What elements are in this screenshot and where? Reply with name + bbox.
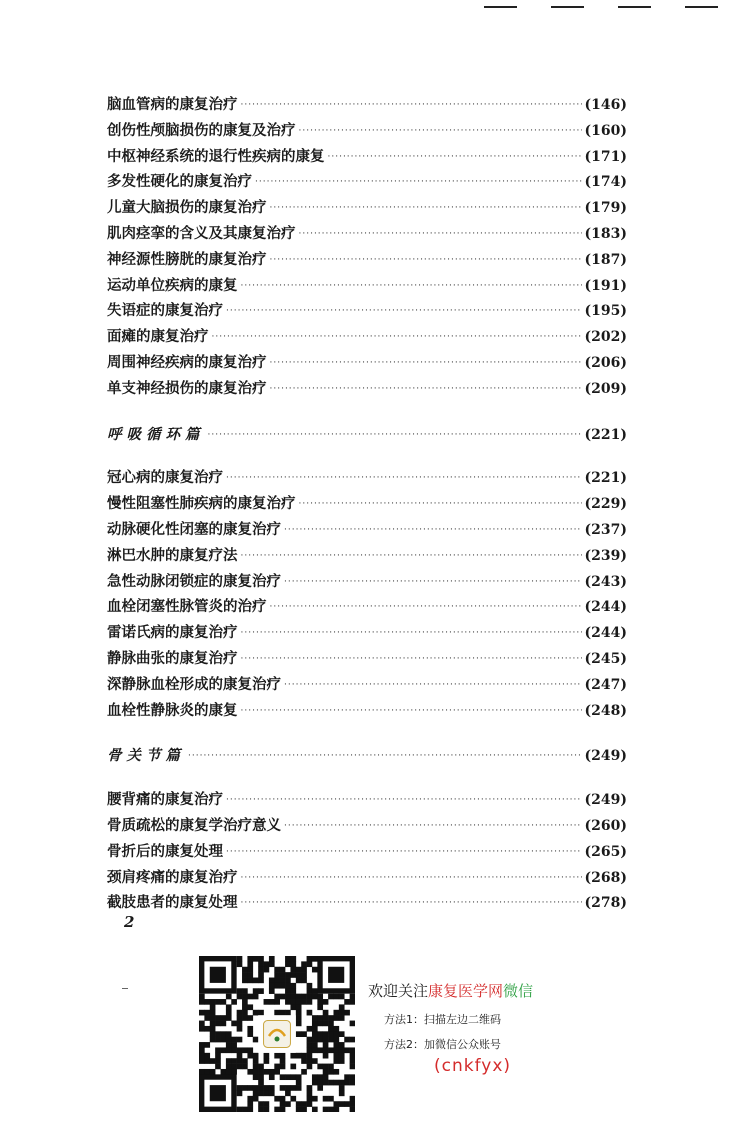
toc-entry-title: 血栓性静脉炎的康复 bbox=[107, 701, 238, 719]
toc-entry-page: (248) bbox=[584, 702, 627, 719]
toc-entry-title: 血栓闭塞性脉管炎的治疗 bbox=[107, 598, 267, 616]
toc-entry-page: (174) bbox=[584, 174, 627, 191]
toc-entry-page: (209) bbox=[584, 380, 627, 397]
dot-leader bbox=[226, 466, 582, 492]
dot-leader bbox=[270, 196, 582, 222]
toc-entry bbox=[107, 594, 627, 620]
toc-entry-title: 急性动脉闭锁症的康复治疗 bbox=[107, 572, 281, 590]
toc-entry-page: (183) bbox=[584, 225, 627, 242]
toc-entry-title: 慢性阻塞性肺疾病的康复治疗 bbox=[107, 495, 296, 513]
toc-entry-page: (268) bbox=[584, 869, 627, 886]
toc-entry-title: 创伤性颅脑损伤的康复及治疗 bbox=[107, 121, 296, 139]
toc-entry-page: (202) bbox=[584, 329, 627, 346]
toc-entry bbox=[107, 324, 627, 350]
toc-entry bbox=[107, 813, 627, 839]
dot-leader bbox=[299, 119, 582, 145]
promo-brand: 康复医学网 bbox=[428, 982, 504, 1000]
promo-account: (cnkfyx) bbox=[434, 1056, 512, 1076]
dot-leader bbox=[270, 595, 582, 621]
toc-entry-title: 骨折后的康复处理 bbox=[107, 842, 223, 860]
toc-entry bbox=[107, 865, 627, 891]
toc-entry bbox=[107, 620, 627, 646]
toc-entry-page: (221) bbox=[584, 470, 627, 487]
toc-entry bbox=[107, 376, 627, 402]
toc-group-bone-joint bbox=[107, 787, 627, 916]
dot-leader bbox=[284, 570, 582, 596]
toc-entry-title: 深静脉血栓形成的康复治疗 bbox=[107, 675, 281, 693]
dot-leader bbox=[226, 840, 582, 866]
dot-leader bbox=[241, 93, 582, 119]
dot-leader bbox=[212, 325, 582, 351]
toc-entry bbox=[107, 118, 627, 144]
toc-entry-title: 颈肩疼痛的康复治疗 bbox=[107, 868, 238, 886]
dot-leader bbox=[241, 699, 582, 725]
toc-group-respiratory-circulation bbox=[107, 465, 627, 723]
toc-entry-page: (237) bbox=[584, 521, 627, 538]
toc-entry bbox=[107, 787, 627, 813]
toc-entry-title: 肌肉痉挛的含义及其康复治疗 bbox=[107, 224, 296, 242]
toc-entry bbox=[107, 144, 627, 170]
stray-mark bbox=[122, 988, 128, 989]
toc-entry bbox=[107, 839, 627, 865]
dot-leader bbox=[241, 647, 582, 673]
dot-leader bbox=[299, 222, 582, 248]
toc-entry-title: 淋巴水肿的康复疗法 bbox=[107, 546, 238, 564]
toc-entry bbox=[107, 491, 627, 517]
toc-entry bbox=[107, 890, 627, 916]
dot-leader bbox=[255, 170, 582, 196]
toc-entry-page: (146) bbox=[584, 97, 627, 113]
wechat-promo bbox=[368, 980, 628, 1076]
toc-entry-page: (244) bbox=[584, 599, 627, 616]
toc-entry-page: (206) bbox=[584, 354, 627, 371]
toc-entry bbox=[107, 92, 627, 118]
toc-entry-page: (179) bbox=[584, 200, 627, 217]
header-rule-1 bbox=[484, 6, 517, 8]
dot-leader bbox=[299, 492, 582, 518]
toc-entry-title: 单支神经损伤的康复治疗 bbox=[107, 379, 267, 397]
toc-entry-title: 雷诺氏病的康复治疗 bbox=[107, 624, 238, 642]
toc-entry-page: (247) bbox=[584, 676, 627, 693]
toc-entry-title: 中枢神经系统的退行性疾病的康复 bbox=[107, 147, 325, 165]
toc-entry-page: (244) bbox=[584, 625, 627, 642]
toc-entry-page: (191) bbox=[584, 277, 627, 294]
dot-leader bbox=[188, 744, 582, 770]
toc-entry-title: 脑血管病的康复治疗 bbox=[107, 96, 238, 113]
dot-leader bbox=[270, 377, 582, 403]
dot-leader bbox=[226, 788, 582, 814]
toc-entry-page: (265) bbox=[584, 843, 627, 860]
page-number: 2 bbox=[124, 913, 135, 931]
dot-leader bbox=[284, 518, 582, 544]
dot-leader bbox=[241, 274, 582, 300]
section-title: 骨关节篇 bbox=[107, 747, 185, 765]
toc-entry-title: 静脉曲张的康复治疗 bbox=[107, 649, 238, 667]
toc-entry-page: (245) bbox=[584, 650, 627, 667]
toc-entry-title: 截肢患者的康复处理 bbox=[107, 894, 238, 912]
promo-wechat: 微信 bbox=[503, 982, 534, 1000]
toc-entry-title: 动脉硬化性闭塞的康复治疗 bbox=[107, 520, 281, 538]
section-title: 呼吸循环篇 bbox=[107, 425, 205, 443]
dot-leader bbox=[208, 423, 582, 449]
toc-entry bbox=[107, 646, 627, 672]
header-rule-2 bbox=[551, 6, 584, 8]
promo-prefix: 欢迎关注 bbox=[368, 982, 429, 1000]
toc-entry bbox=[107, 350, 627, 376]
toc-entry bbox=[107, 517, 627, 543]
promo-method-2: 方法2：加微信公众账号 bbox=[384, 1038, 501, 1051]
table-of-contents bbox=[107, 92, 627, 916]
toc-entry-page: (195) bbox=[584, 303, 627, 320]
toc-entry-page: (160) bbox=[584, 122, 627, 139]
toc-entry bbox=[107, 195, 627, 221]
toc-entry-title: 冠心病的康复治疗 bbox=[107, 469, 223, 487]
toc-entry-page: (171) bbox=[584, 148, 627, 165]
toc-entry-title: 失语症的康复治疗 bbox=[107, 302, 223, 320]
toc-entry-page: (187) bbox=[584, 251, 627, 268]
toc-entry-title: 骨质疏松的康复学治疗意义 bbox=[107, 816, 281, 834]
toc-entry-page: (243) bbox=[584, 573, 627, 590]
toc-entry-title: 儿童大脑损伤的康复治疗 bbox=[107, 199, 267, 217]
promo-method-1: 方法1：扫描左边二维码 bbox=[384, 1013, 501, 1026]
toc-entry bbox=[107, 298, 627, 324]
dot-leader bbox=[270, 248, 582, 274]
dot-leader bbox=[270, 351, 582, 377]
toc-entry bbox=[107, 672, 627, 698]
section-page: (221) bbox=[584, 426, 627, 443]
section-page: (249) bbox=[584, 748, 627, 765]
toc-group-neurology bbox=[107, 92, 627, 402]
toc-entry bbox=[107, 543, 627, 569]
toc-entry bbox=[107, 569, 627, 595]
toc-entry-title: 运动单位疾病的康复 bbox=[107, 276, 238, 294]
promo-headline bbox=[368, 980, 628, 1001]
dot-leader bbox=[241, 544, 582, 570]
toc-entry-page: (239) bbox=[584, 547, 627, 564]
toc-section-heading bbox=[107, 422, 627, 448]
dot-leader bbox=[226, 299, 582, 325]
dot-leader bbox=[328, 145, 582, 171]
toc-entry-page: (260) bbox=[584, 817, 627, 834]
toc-entry-title: 神经源性膀胱的康复治疗 bbox=[107, 250, 267, 268]
toc-entry-title: 周围神经疾病的康复治疗 bbox=[107, 353, 267, 371]
qr-code-icon bbox=[199, 956, 355, 1112]
toc-entry-page: (249) bbox=[584, 792, 627, 809]
dot-leader bbox=[284, 673, 582, 699]
toc-entry-title: 多发性硬化的康复治疗 bbox=[107, 173, 252, 191]
dot-leader bbox=[241, 621, 582, 647]
dot-leader bbox=[241, 891, 582, 917]
header-rule-4 bbox=[685, 6, 718, 8]
header-rule-3 bbox=[618, 6, 651, 8]
toc-entry bbox=[107, 698, 627, 724]
dot-leader bbox=[241, 866, 582, 892]
toc-entry-page: (229) bbox=[584, 496, 627, 513]
toc-section-heading bbox=[107, 743, 627, 769]
toc-entry bbox=[107, 169, 627, 195]
toc-entry bbox=[107, 465, 627, 491]
toc-entry-title: 面瘫的康复治疗 bbox=[107, 328, 209, 346]
toc-entry bbox=[107, 247, 627, 273]
toc-entry bbox=[107, 221, 627, 247]
dot-leader bbox=[284, 814, 582, 840]
toc-entry bbox=[107, 273, 627, 299]
toc-entry-title: 腰背痛的康复治疗 bbox=[107, 791, 223, 809]
toc-entry-page: (278) bbox=[584, 895, 627, 912]
